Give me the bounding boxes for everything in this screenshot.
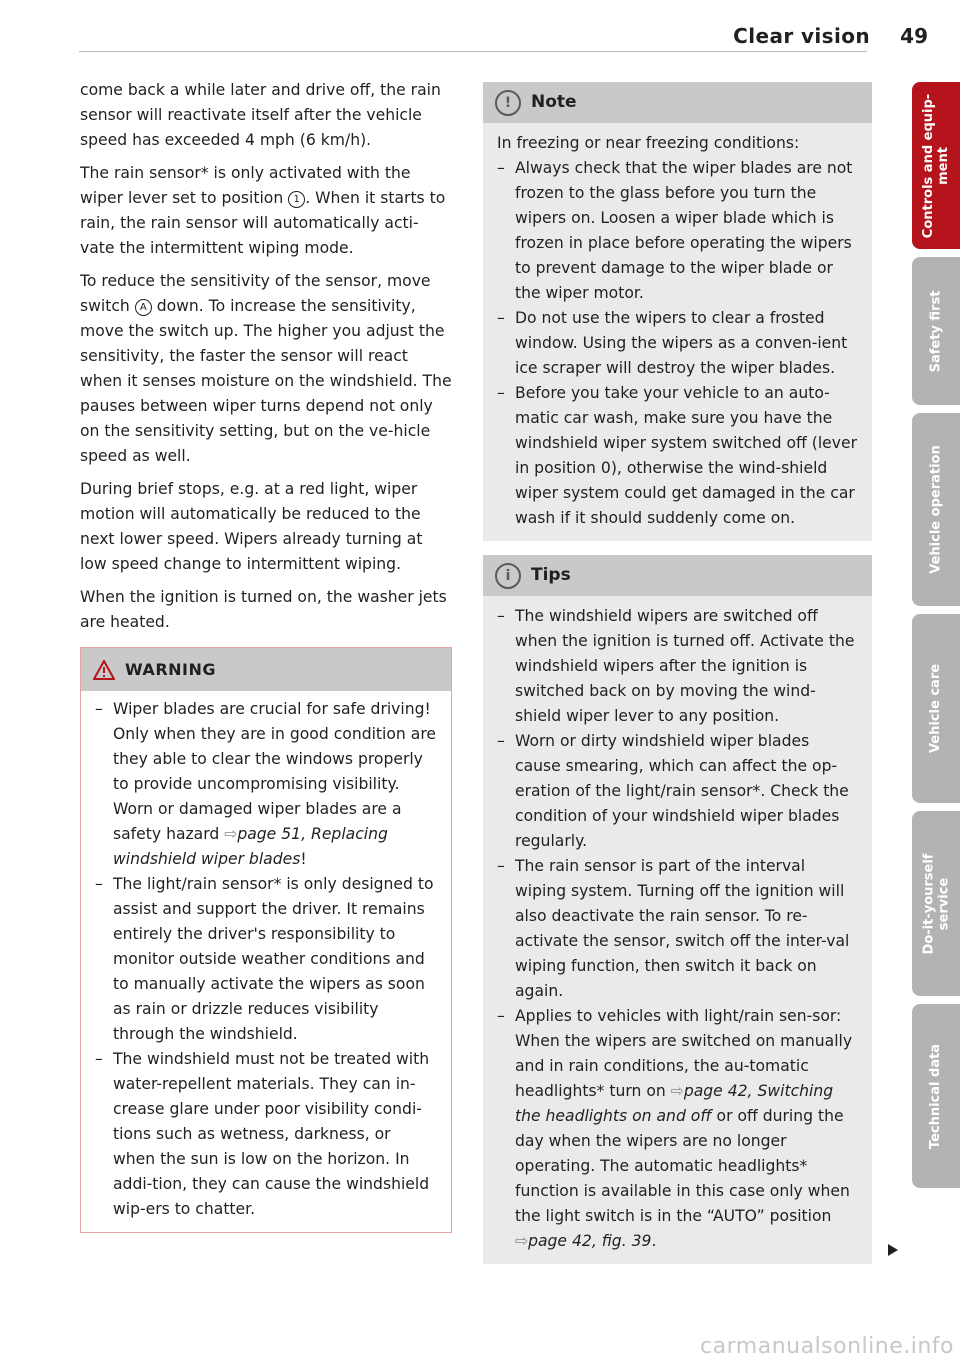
exclamation-icon: ! xyxy=(495,90,521,116)
list-item: – Applies to vehicles with light/rain sen-sor: When the wipers are switched on manually and in rain conditions, the au-tomatic headlights* turn on ⇨page 42, Switching the headlights on and off or off during the day when the wipers are no longer operating. The automatic headlights* function is available in this case only when the light switch is in the “AUTO” position ⇨page 42, fig. 39. xyxy=(497,1004,858,1254)
list-item: – Wiper blades are crucial for safe driving! Only when they are in good condition are they able to clear the windows properly to provide uncompromising visibility. Worn or damaged wiper blades are a safety hazard ⇨page 51, Replacing windshield wiper blades! xyxy=(95,697,437,872)
list-item: – Before you take your vehicle to an auto-matic car wash, make sure you have the windshield wiper system switched off (lever in position 0), otherwise the wind-shield wiper system could get damaged in the car wash if it should suddenly come on. xyxy=(497,381,858,531)
list-item: – Always check that the wiper blades are not frozen to the glass before you turn the wipers on. Loosen a wiper blade which is frozen in place before operating the wipers to prevent damage to the wiper blade or the wiper motor. xyxy=(497,156,858,306)
paragraph: The rain sensor* is only activated with the wiper lever set to position 1 . When it starts to rain, the rain sensor will automatically acti-vate the intermittent wiping mode. xyxy=(80,164,446,257)
note-header xyxy=(483,82,872,123)
list-item: – The light/rain sensor* is only designed to assist and support the driver. It remains entirely the driver's responsibility to monitor outside weather conditions and to manually activate the wipers as soon as rain or drizzle reduces visibility through the windshield. xyxy=(95,872,437,1047)
page-reference-link[interactable]: ⇨page 42, Switching the headlights on and off xyxy=(515,1082,834,1125)
continue-arrow-icon xyxy=(888,1244,898,1256)
paragraph: come back a while later and drive off, the rain sensor will reactivate itself after the vehicle speed has exceeded 4 mph (6 km/h). xyxy=(80,81,441,149)
list-item: – The windshield must not be treated with water-repellent materials. They can in-crease glare under poor visibility condi-tions such as wetness, darkness, or when the sun is low on the horizon. In addi-tion, they can cause the windshield wip-ers to chatter. xyxy=(95,1047,437,1222)
note-intro: In freezing or near freezing conditions: xyxy=(497,134,800,152)
warning-title: WARNING xyxy=(125,660,216,679)
switch-a-symbol: A xyxy=(135,299,152,316)
tab-vehicle-operation[interactable]: Vehicle operation xyxy=(912,413,960,606)
note-body xyxy=(483,123,872,541)
tab-safety-first[interactable]: Safety first xyxy=(912,257,960,405)
list-item: – The windshield wipers are switched off when the ignition is turned off. Activate the windshield wipers after the ignition is switched back on by moving the wind-shield wiper lever to any position. xyxy=(497,604,858,729)
tab-controls-and-equipment[interactable]: Controls and equip- ment xyxy=(912,82,960,249)
paragraph: To reduce the sensitivity of the sensor, move switch A down. To increase the sensitivity, move the switch up. The higher you adjust the sensitivity, the faster the sensor will react when it senses moisture on the windshield. The pauses between wiper turns depend not only on the sensitivity setting, but on the ve-hicle speed as well. xyxy=(80,272,452,465)
warning-box xyxy=(80,647,452,1233)
tab-do-it-yourself-service[interactable]: Do-it-yourself service xyxy=(912,811,960,996)
note-title: Note xyxy=(531,92,577,112)
list-item: – The rain sensor is part of the interval wiping system. Turning off the ignition will also deactivate the rain sensor. To re-activate the sensor, switch off the inter-val wiping function, then switch it back on again. xyxy=(497,854,858,1004)
tab-technical-data[interactable]: Technical data xyxy=(912,1004,960,1188)
paragraph: When the ignition is turned on, the washer jets are heated. xyxy=(80,588,447,631)
watermark: carmanualsonline.info xyxy=(700,1334,954,1359)
info-icon: i xyxy=(495,563,521,589)
section-title: Clear vision xyxy=(733,24,870,48)
tips-body xyxy=(483,596,872,1264)
tips-title: Tips xyxy=(531,565,571,585)
warning-triangle-icon xyxy=(93,660,115,680)
page-number: 49 xyxy=(900,24,928,48)
paragraph: During brief stops, e.g. at a red light, wiper motion will automatically be reduced to the next lower speed. Wipers already turning at low speed change to intermittent wiping. xyxy=(80,480,423,573)
page-reference-link[interactable]: ⇨page 51, Replacing windshield wiper blades xyxy=(113,825,388,868)
page-reference-link[interactable]: ⇨page 42, fig. 39 xyxy=(515,1232,652,1250)
right-column xyxy=(483,82,872,1264)
position-1-symbol: 1 xyxy=(288,191,305,208)
list-item: – Worn or dirty windshield wiper blades cause smearing, which can affect the op-eration of the light/rain sensor*. Check the condition of your windshield wiper blades regularly. xyxy=(497,729,858,854)
warning-header xyxy=(81,648,451,691)
left-column xyxy=(80,78,452,1233)
chapter-tabs xyxy=(912,82,960,1196)
list-item: – Do not use the wipers to clear a frosted window. Using the wipers as a conven-ient ice scraper will destroy the wiper blades. xyxy=(497,306,858,381)
header-rule xyxy=(79,51,867,52)
tab-vehicle-care[interactable]: Vehicle care xyxy=(912,614,960,803)
tips-header xyxy=(483,555,872,596)
